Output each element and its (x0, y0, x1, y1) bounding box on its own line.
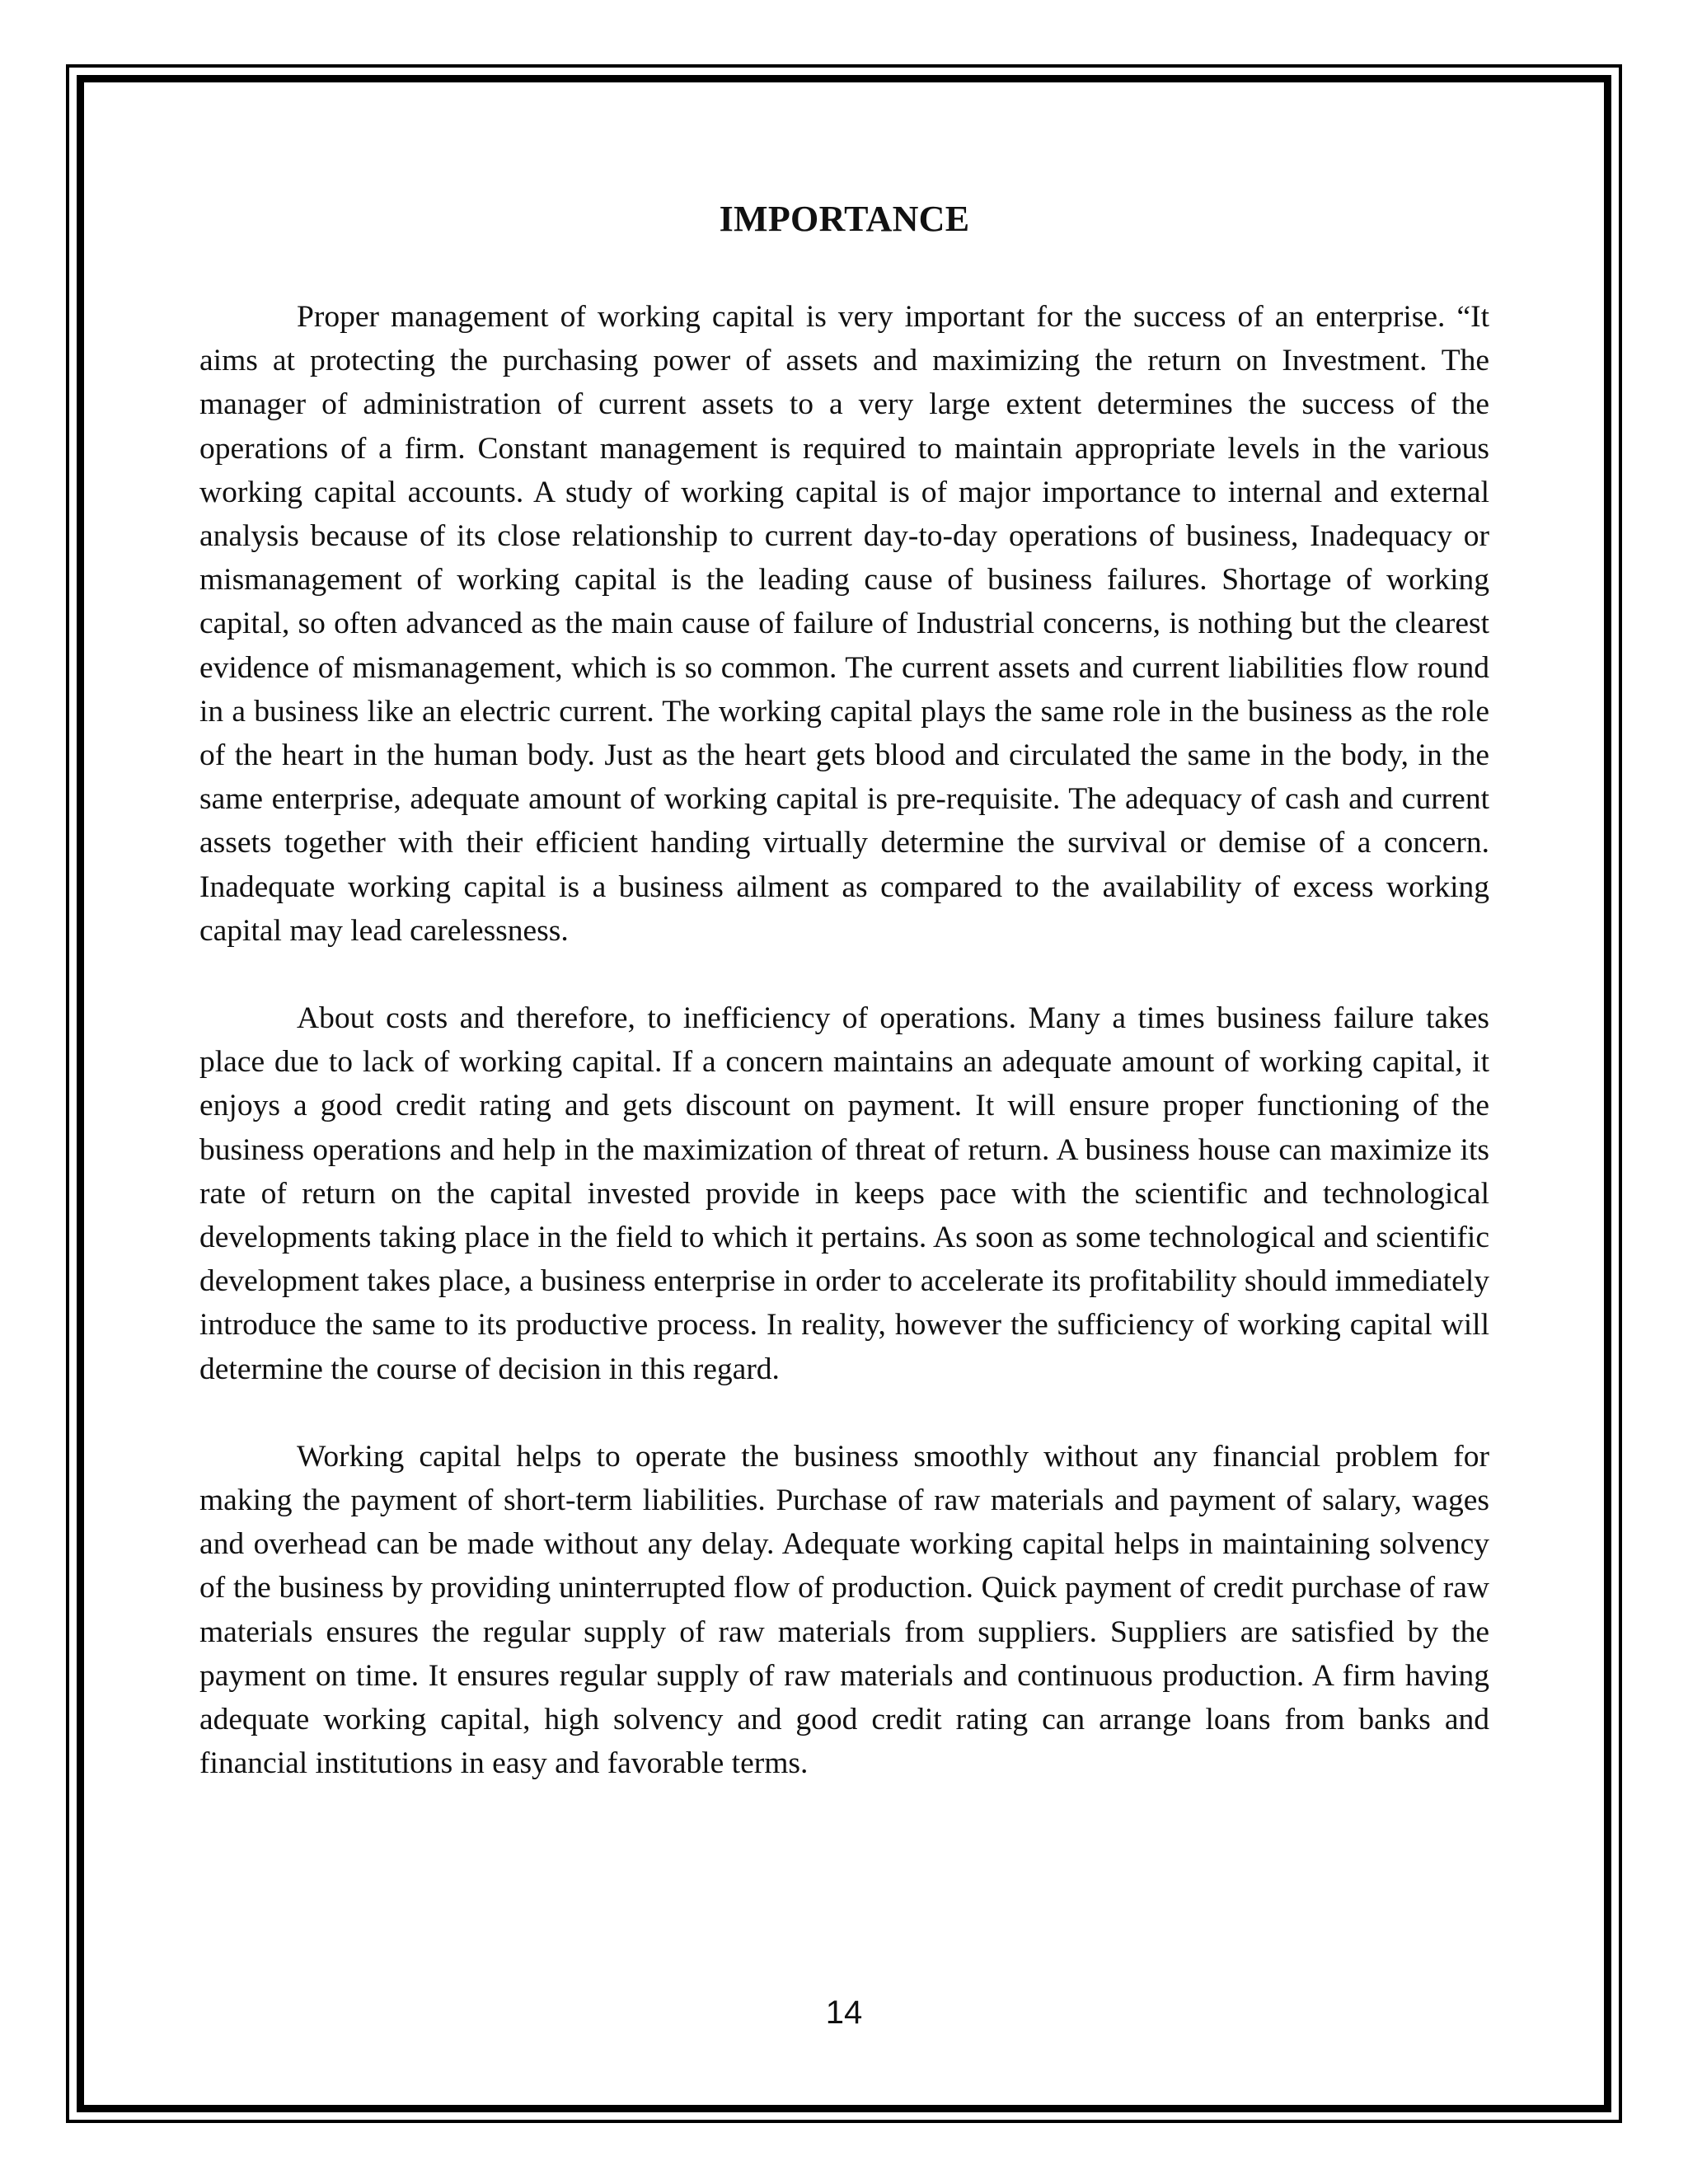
page-content (199, 194, 1489, 1830)
paragraph-2: About costs and therefore, to inefficiency of operations. Many a times business failure takes place due to lack of working capital. If a concern maintains an adequate amount of working capital, it enjoys a good credit rating and gets discount on payment. It will ensure proper functioning of the business operations and help in the maximization of threat of return. A business house can maximize its rate of return on the capital invested provide in keeps pace with the scientific and technological developments taking place in the field to which it pertains. As soon as some technological and scientific development takes place, a business enterprise in order to accelerate its profitability should immediately introduce the same to its productive process. In reality, however the sufficiency of working capital will determine the course of decision in this regard. (199, 1001, 1489, 1386)
page-number: 14 (825, 1994, 863, 2031)
paragraph-3: Working capital helps to operate the business smoothly without any financial problem for making the payment of short-term liabilities. Purchase of raw materials and payment of salary, wages and overhead can be made without any delay. Adequate working capital helps in maintaining solvency of the business by providing uninterrupted flow of production. Quick payment of credit purchase of raw materials ensures the regular supply of raw materials from suppliers. Suppliers are satisfied by the payment on time. It ensures regular supply of raw materials and continuous production. A firm having adequate working capital, high solvency and good credit rating can arrange loans from banks and financial institutions in easy and favorable terms. (199, 1439, 1489, 1781)
paragraph-1: Proper management of working capital is very important for the success of an enterprise. “It aims at protecting the purchasing power of assets and maximizing the return on Investment. The manager of administration of current assets to a very large extent determines the success of the operations of a firm. Constant management is required to maintain appropriate levels in the various working capital accounts. A study of working capital is of major importance to internal and external analysis because of its close relationship to current day-to-day operations of business, Inadequacy or mismanagement of working capital is the leading cause of business failures. Shortage of working capital, so often advanced as the main cause of failure of Industrial concerns, is nothing but the clearest evidence of mismanagement, which is so common. The current assets and current liabilities flow round in a business like an electric current. The working capital plays the same role in the business as the role of the heart in the human body. Just as the heart gets blood and circulated the same in the body, in the same enterprise, adequate amount of working capital is pre-requisite. The adequacy of cash and current assets together with their efficient handing virtually determine the survival or demise of a concern. Inadequate working capital is a business ailment as compared to the availability of excess working capital may lead carelessness. (199, 300, 1489, 948)
page-title: IMPORTANCE (719, 199, 970, 239)
